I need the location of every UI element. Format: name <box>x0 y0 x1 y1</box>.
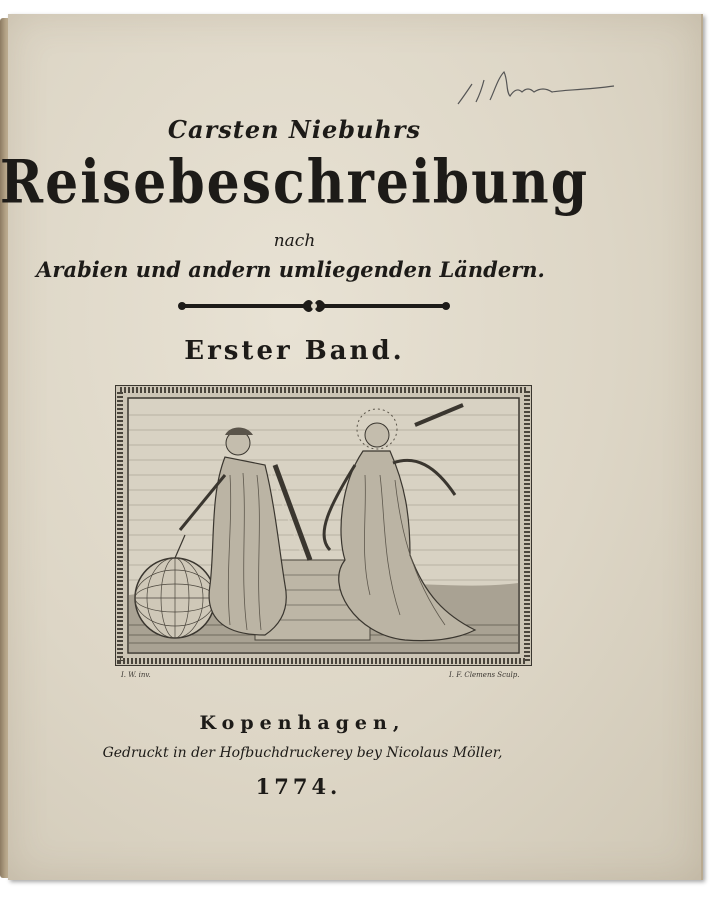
engraving-credit-left: I. W. inv. <box>121 671 151 679</box>
book-title: Reisebeschreibung <box>0 147 590 218</box>
imprint-year: 1774. <box>255 774 342 799</box>
book-subtitle: Arabien und andern umliegenden Ländern. <box>36 257 545 282</box>
handwritten-signature <box>454 66 619 108</box>
allegorical-engraving <box>115 385 532 666</box>
volume-label: Erster Band. <box>184 336 405 366</box>
author-line: Carsten Niebuhrs <box>167 115 422 144</box>
imprint-printer: Gedruckt in der Hofbuchdruckerey bey Nicolaus Möller, <box>102 745 503 761</box>
engraving-credit-right: I. F. Clemens Sculp. <box>449 671 520 679</box>
imprint-city: Kopenhagen, <box>199 712 406 734</box>
ornamental-rule <box>176 297 452 315</box>
title-page <box>0 14 703 880</box>
title-connector: nach <box>273 231 316 251</box>
